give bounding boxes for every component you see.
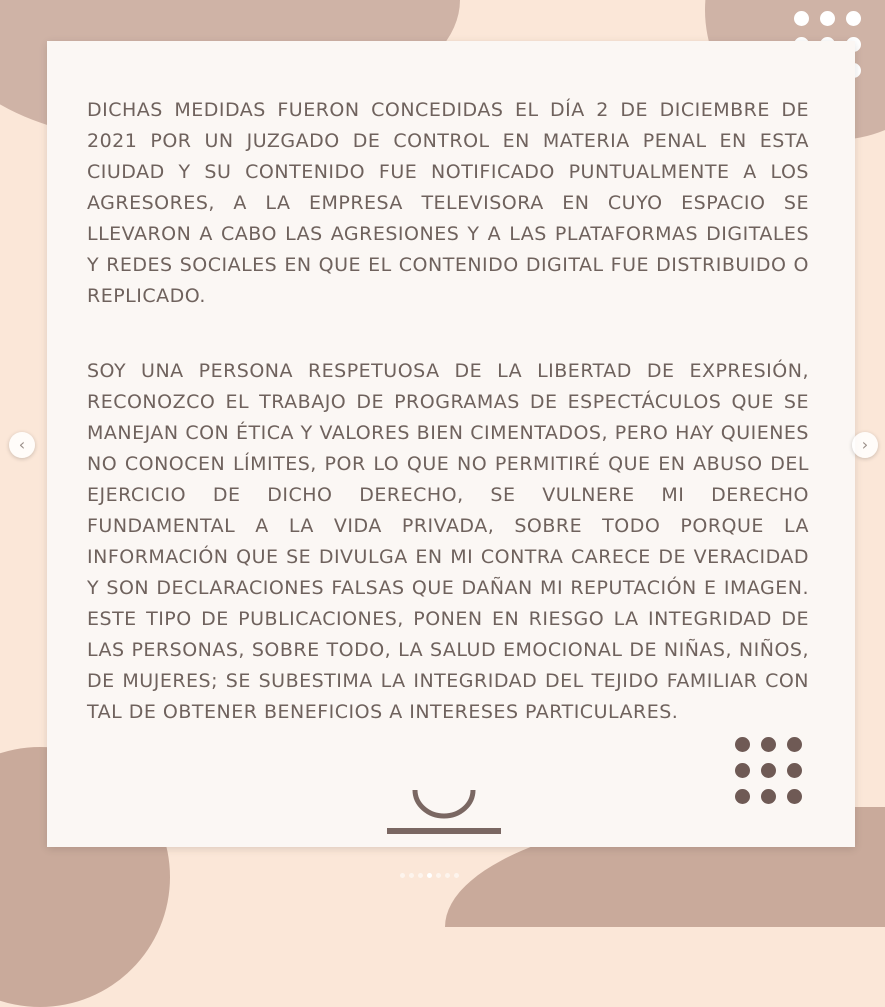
pagination-dot[interactable]: [427, 873, 432, 878]
pagination-dot[interactable]: [454, 873, 459, 878]
statement-paragraph-1: DICHAS MEDIDAS FUERON CONCEDIDAS EL DÍA 2 DE DICIEMBRE DE 2021 POR UN JUZGADO DE CONTROL EN MATERIA PENAL EN ESTA CIUDAD Y SU CONTENIDO FUE NOTIFICADO PUNTUALMENTE A LOS AGRESORES, A LA EMPRESA TELEVISORA EN CUYO ESPACIO SE LLEVARON A CABO LAS AGRESIONES Y A LAS PLATAFORMAS DIGITALES Y REDES SOCIALES EN QUE EL CONTENIDO DIGITAL FUE DISTRIBUIDO O REPLICADO.: [87, 99, 809, 307]
pagination-dot[interactable]: [418, 873, 423, 878]
post-card: [47, 41, 855, 847]
statement-paragraph-2: SOY UNA PERSONA RESPETUOSA DE LA LIBERTAD DE EXPRESIÓN, RECONOZCO EL TRABAJO DE PROGRAMAS DE ESPECTÁCULOS QUE SE MANEJAN CON ÉTICA Y VALORES BIEN CIMENTADOS, PERO HAY QUIENES NO CONOCEN LÍMITES, POR LO QUE NO PERMITIRÉ QUE EN ABUSO DEL EJERCICIO DE DICHO DERECHO, SE VULNERE MI DERECHO FUNDAMENTAL A LA VIDA PRIVADA, SOBRE TODO PORQUE LA INFORMACIÓN QUE SE DIVULGA EN MI CONTRA CARECE DE VERACIDAD Y SON DECLARACIONES FALSAS QUE DAÑAN MI REPUTACIÓN E IMAGEN. ESTE TIPO DE PUBLICACIONES, PONEN EN RIESGO LA INTEGRIDAD DE LAS PERSONAS, SOBRE TODO, LA SALUD EMOCIONAL DE NIÑAS, NIÑOS, DE MUJERES; SE SUBESTIMA LA INTEGRIDAD DEL TEJIDO FAMILIAR CON TAL DE OBTENER BENEFICIOS A INTERESES PARTICULARES.: [87, 360, 809, 723]
next-slide-button[interactable]: [852, 432, 878, 458]
pagination-dot[interactable]: [409, 873, 414, 878]
carousel-pagination: [400, 873, 459, 878]
chevron-left-icon: ‹: [18, 435, 26, 454]
pagination-dot[interactable]: [400, 873, 405, 878]
decorative-dots-bottom-right: [735, 737, 802, 804]
pagination-dot[interactable]: [445, 873, 450, 878]
pagination-dot[interactable]: [436, 873, 441, 878]
brand-logo-icon: [385, 786, 503, 842]
chevron-right-icon: ›: [861, 435, 869, 454]
previous-slide-button[interactable]: [9, 432, 35, 458]
